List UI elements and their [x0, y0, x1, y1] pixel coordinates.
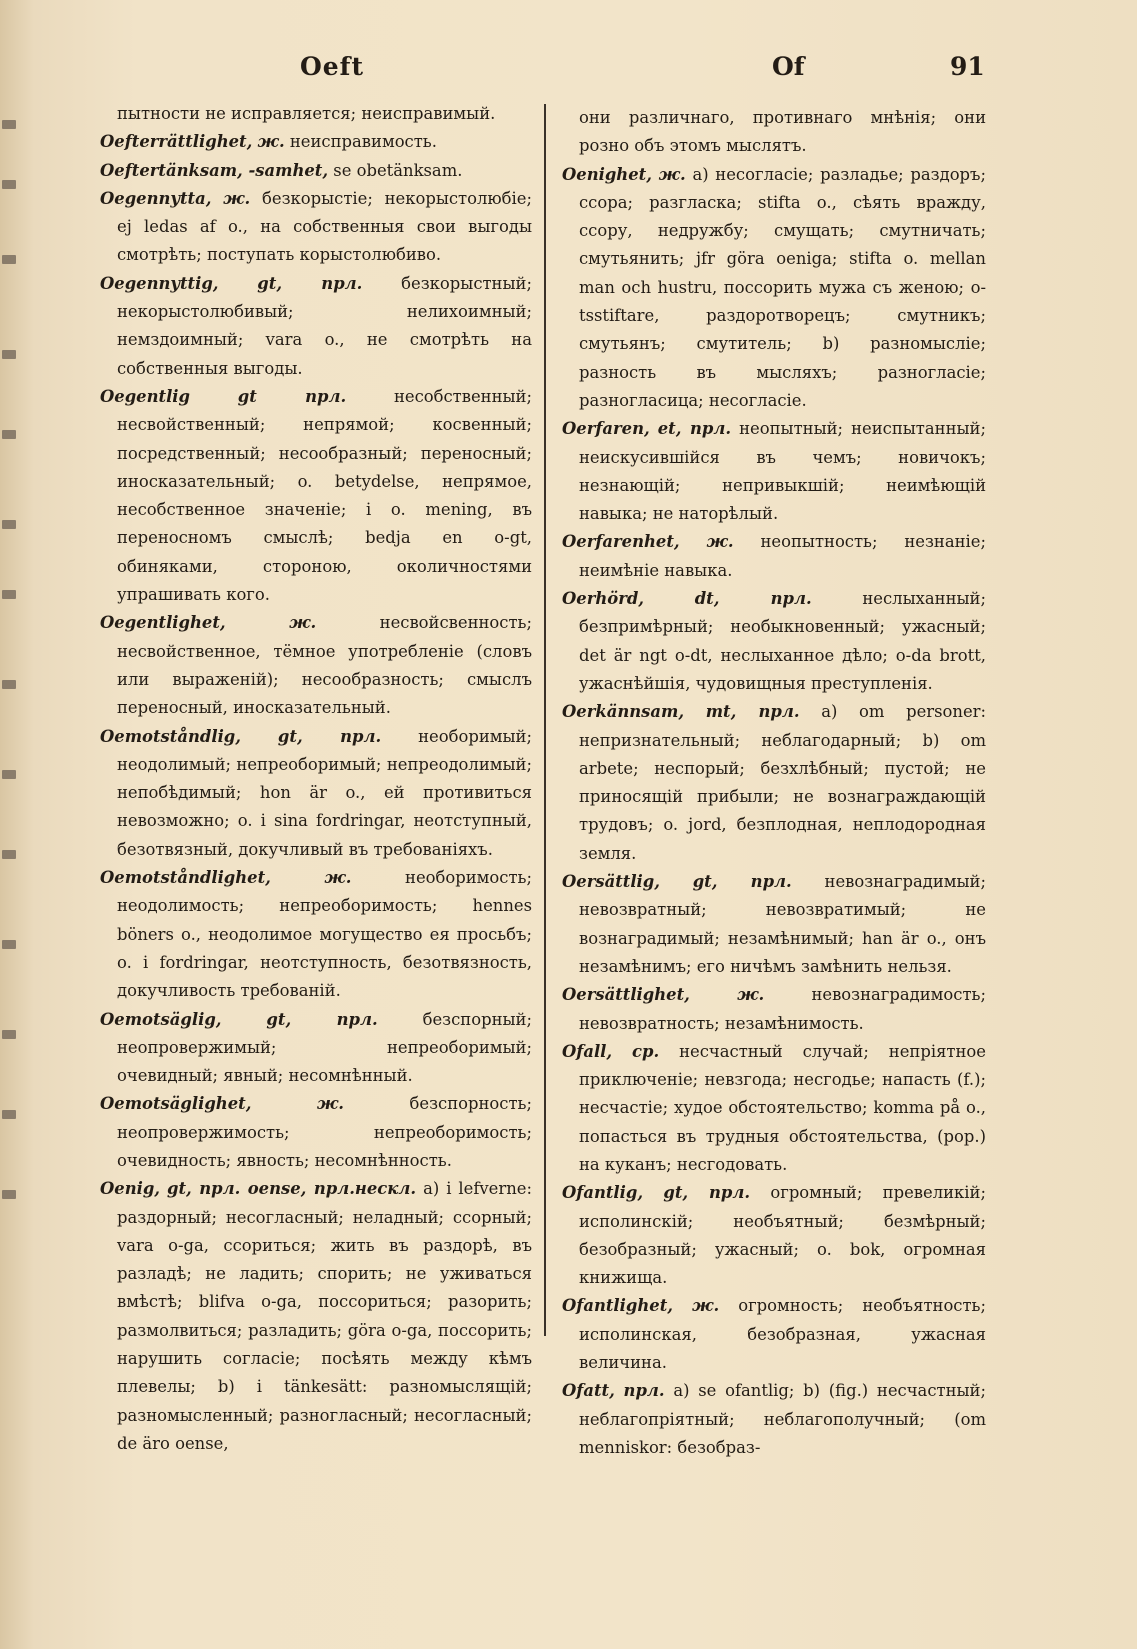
entry-grammar: gt, прл.: [266, 1009, 378, 1029]
edge-mark: [2, 255, 16, 264]
edge-mark: [2, 590, 16, 599]
edge-mark: [2, 940, 16, 949]
dictionary-entry: [100, 383, 532, 609]
entry-grammar: ж.: [316, 1094, 345, 1114]
edge-mark: [2, 520, 16, 529]
entry-headword: Oersättlighet,: [562, 985, 690, 1005]
entry-headword: Oeftertänksam, -samhet,: [100, 160, 329, 180]
entry-definition: se obetänksam.: [333, 160, 463, 180]
entry-definition: невознаградимость; невозвратность; незамѣнимость.: [579, 985, 986, 1033]
bound-edge-marks: [0, 90, 24, 1250]
edge-mark: [2, 430, 16, 439]
running-header: [0, 52, 1137, 92]
entry-grammar: gt, прл.: [663, 1183, 751, 1203]
entry-definition: безспорный; неопровержимый; непреоборимый; очевидный; явный; несомнѣнный.: [117, 1009, 532, 1086]
column-divider: [544, 104, 546, 1336]
edge-mark: [2, 120, 16, 129]
dictionary-entry: [562, 585, 986, 698]
header-left-word: Oeft: [300, 52, 364, 81]
dictionary-entry: [100, 157, 532, 185]
entry-headword: Oemotståndlig,: [100, 726, 241, 746]
entry-grammar: ж.: [324, 868, 352, 888]
dictionary-entry: [562, 104, 986, 161]
entry-grammar: прл.: [623, 1381, 665, 1401]
entry-grammar: ж.: [706, 532, 734, 552]
entry-headword: Oegennytta,: [100, 188, 212, 208]
entry-definition: огромный; превеликій; исполинскій; необъятный; безмѣрный; безобразный; ужасный; o. bok, огромная книжища.: [579, 1183, 986, 1288]
dictionary-entry: [100, 270, 532, 383]
entry-headword: Oerkännsam,: [562, 702, 685, 722]
edge-mark: [2, 180, 16, 189]
header-right-word: Of: [772, 52, 805, 81]
entry-headword: Ofatt,: [562, 1381, 615, 1401]
page-number: 91: [950, 52, 985, 81]
entry-headword: Oerfaren,: [562, 419, 650, 439]
dictionary-entry: [100, 1175, 532, 1458]
entry-definition: несвойсвенность; несвойственное, тёмное употребленіе (словъ или выраженій); несообразность; смыслъ переносный, иносказательный.: [117, 613, 532, 718]
entry-headword: Oenighet,: [562, 164, 652, 184]
dictionary-entry: [562, 415, 986, 528]
edge-mark: [2, 680, 16, 689]
edge-mark: [2, 1030, 16, 1039]
dictionary-entry: [562, 698, 986, 868]
entry-definition: a) несогласіе; разладье; раздоръ; ссора; разгласка; stifta o., сѣять вражду, ссору, недружбу; смущать; смутничать; смутьянить; jfr göra oeniga; stifta o. mellan man och hustru, поссорить мужа съ женою; o-tsstiftare, раздоротворецъ; смутникъ; смутьянъ; смутитель; b) разномысліе; разность въ мысляхъ; разногласіе; разногласица; несогласіе.: [579, 164, 987, 410]
entry-definition: безкорыстіе; некорыстолюбіе; ej ledas af o., на собственныя свои выгоды смотрѣть; поступать корыстолюбиво.: [117, 188, 532, 265]
entry-grammar: gt прл.: [237, 386, 347, 406]
entry-headword: Oemotståndlighet,: [100, 868, 271, 888]
entry-headword: Oenig,: [100, 1179, 161, 1199]
dictionary-entry: [562, 868, 986, 981]
dictionary-entry: [562, 1377, 986, 1462]
entry-grammar: ср.: [632, 1041, 660, 1061]
entry-definition: необоримый; неодолимый; непреоборимый; непреодолимый; непобѣдимый; hon är o., ей противиться невозможно; o. i sina fordringar, неотступный, безотвязный, докучливый въ требованіяхъ.: [117, 726, 532, 859]
entry-headword: Oefterrättlighet,: [100, 132, 253, 152]
entry-definition: безспорность; неопровержимость; непреоборимость; очевидность; явность; несомнѣнность.: [117, 1094, 532, 1170]
entry-definition: a) se ofantlig; b) (fig.) несчастный; неблагопріятный; неблагополучный; (om menniskor: безобраз-: [579, 1381, 986, 1457]
entry-definition: необоримость; неодолимость; непреоборимость; hennes böners o., неодолимое могущество ея просьбъ; o. i fordringar, неотступность, безотвязность, докучливость требованій.: [117, 868, 532, 1001]
dictionary-entry: [562, 1292, 986, 1377]
entry-grammar: gt, прл. oense, прл.нескл.: [167, 1179, 417, 1199]
entry-headword: Ofall,: [562, 1041, 613, 1061]
edge-mark: [2, 350, 16, 359]
dictionary-entry: [100, 185, 532, 270]
entry-grammar: gt, прл.: [692, 872, 792, 892]
entry-definition: a) om personer: непризнательный; неблагодарный; b) om arbete; неспорый; безхлѣбный; пустой; не приносящій прибыли; не вознаграждающій трудовъ; o. jord, безплодная, неплодородная земля.: [579, 702, 986, 863]
entry-headword: Oersättlig,: [562, 872, 660, 892]
entry-definition: несчастный случай; непріятное приключеніе; невзгода; несгодье; напасть (f.); несчастіе; худое обстоятельство; komma på o., попасться въ трудныя обстоятельства, (рор.) на куканъ; несгодовать.: [579, 1041, 986, 1174]
entry-headword: Oegentlig: [100, 386, 190, 406]
dictionary-entry: [562, 528, 986, 585]
dictionary-entry: [100, 1006, 532, 1091]
entry-definition: неопытный; неиспытанный; неискусившійся въ чемъ; новичокъ; незнающій; непривыкшій; неимѣющій навыка; не наторѣлый.: [579, 419, 986, 524]
entry-grammar: et, прл.: [657, 419, 732, 439]
entry-grammar: ж.: [289, 613, 317, 633]
dictionary-entry: [562, 1038, 986, 1179]
entry-grammar: ж.: [223, 188, 251, 208]
entry-headword: Oerhörd,: [562, 589, 644, 609]
entry-grammar: ж.: [737, 985, 765, 1005]
entry-grammar: mt, прл.: [705, 702, 800, 722]
dictionary-entry: [100, 864, 532, 1005]
entry-definition: огромность; необъятность; исполинская, безобразная, ужасная величина.: [579, 1296, 987, 1373]
entry-definition: невознаградимый; невозвратный; невозвратимый; не вознаградимый; незамѣнимый; han är o., онъ незамѣнимъ; его ничѣмъ замѣнить нельзя.: [579, 872, 986, 976]
entry-headword: Oemotsäglighet,: [100, 1094, 252, 1114]
entry-grammar: gt, прл.: [257, 273, 363, 293]
edge-mark: [2, 1190, 16, 1199]
dictionary-entry: [100, 723, 532, 864]
dictionary-entry: [100, 128, 532, 156]
entry-definition: несобственный; несвойственный; непрямой; косвенный; посредственный; несообразный; переносный; иносказательный; o. betydelse, непрямое, несобственное значеніе; i o. mening, въ переносномъ смыслѣ; bedja en o-gt, обиняками, стороною, околичностями упрашивать кого.: [117, 386, 533, 605]
dictionary-entry: [562, 161, 986, 416]
entry-grammar: ж.: [257, 132, 285, 152]
dictionary-entry: [562, 981, 986, 1038]
right-column: [562, 104, 986, 1462]
dictionary-entry: [100, 1090, 532, 1175]
dictionary-entry: [100, 100, 532, 128]
entry-definition: неслыханный; безпримѣрный; необыкновенный; ужасный; det är ngt o-dt, неслыханное дѣло; o-da brott, ужаснѣйшія, чудовищныя преступленія.: [579, 589, 986, 693]
entry-definition: пытности не исправляется; неисправимый.: [117, 104, 496, 123]
entry-grammar: gt, прл.: [277, 726, 382, 746]
entry-headword: Oegentlighet,: [100, 613, 226, 633]
entry-headword: Ofantlig,: [562, 1183, 644, 1203]
entry-headword: Oegennyttig,: [100, 273, 219, 293]
entry-grammar: dt, прл.: [694, 589, 812, 609]
entry-headword: Oemotsäglig,: [100, 1009, 222, 1029]
entry-grammar: ж.: [658, 164, 686, 184]
edge-mark: [2, 1110, 16, 1119]
edge-mark: [2, 850, 16, 859]
entry-headword: Ofantlighet,: [562, 1296, 673, 1316]
entry-definition: неисправимость.: [289, 132, 437, 152]
entry-grammar: ж.: [692, 1296, 720, 1316]
entry-definition: они различнаго, противнаго мнѣнія; они розно объ этомъ мыслятъ.: [579, 108, 986, 156]
dictionary-entry: [562, 1179, 986, 1292]
entry-definition: безкорыстный; некорыстолюбивый; нелихоимный; немздоимный; vara o., не смотрѣть на собственныя выгоды.: [117, 273, 532, 378]
entry-headword: Oerfarenhet,: [562, 532, 680, 552]
edge-mark: [2, 770, 16, 779]
left-column: [100, 100, 532, 1458]
dictionary-entry: [100, 609, 532, 722]
entry-definition: a) i lefverne: раздорный; несогласный; неладный; ссорный; vara o-ga, ссориться; жить въ раздорѣ, въ разладѣ; не ладить; спорить; не уживаться вмѣстѣ; blifva o-ga, поссориться; разорить; размолвиться; разладить; göra o-ga, поссорить; нарушить согласіе; посѣять между кѣмъ плевелы; b) i tänkesätt: разномыслящій; разномысленный; разногласный; несогласный; de äro oense,: [117, 1179, 532, 1453]
entry-definition: неопытность; незнаніе; неимѣніе навыка.: [579, 532, 987, 580]
